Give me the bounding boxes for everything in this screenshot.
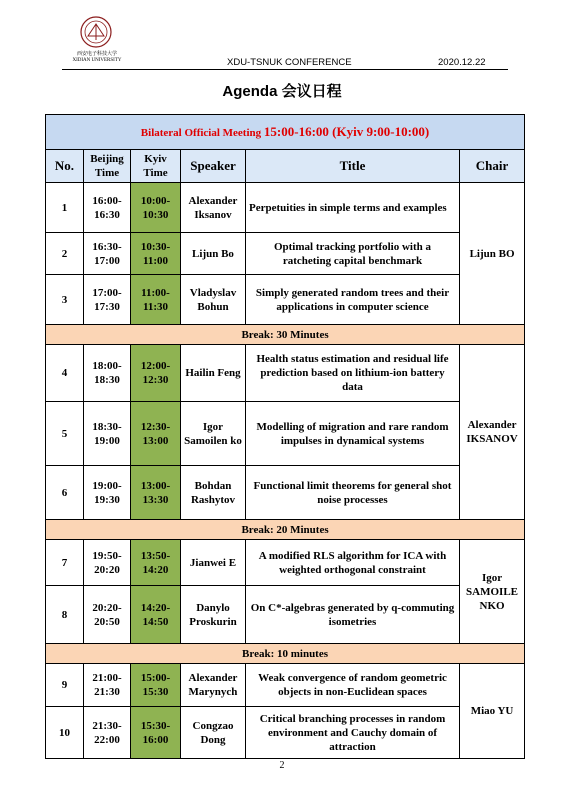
col-header-beijing: Beijing Time	[84, 150, 131, 183]
row-speaker: Bohdan Rashytov	[181, 466, 246, 520]
row-speaker: Alexander Marynych	[181, 664, 246, 707]
col-header-kyiv: Kyiv Time	[131, 150, 181, 183]
row-kyiv-time: 10:00- 10:30	[131, 183, 181, 233]
row-speaker: Danylo Proskurin	[181, 586, 246, 644]
conference-name: XDU-TSNUK CONFERENCE	[227, 57, 352, 68]
chair-cell: Miao YU	[460, 664, 525, 759]
row-no: 8	[46, 586, 84, 644]
break-row	[46, 325, 525, 345]
table-row	[46, 275, 525, 325]
header-divider	[62, 69, 508, 70]
chair-cell: Igor SAMOILE NKO	[460, 540, 525, 644]
row-title: Health status estimation and residual life prediction based on lithium-ion battery data	[246, 345, 460, 402]
row-kyiv-time: 12:00- 12:30	[131, 345, 181, 402]
row-no: 6	[46, 466, 84, 520]
row-beijing-time: 21:30- 22:00	[84, 707, 131, 759]
logo-text-cn: 西安电子科技大学	[76, 52, 117, 57]
table-row	[46, 586, 525, 644]
table-row	[46, 233, 525, 275]
row-kyiv-time: 11:00- 11:30	[131, 275, 181, 325]
row-kyiv-time: 12:30- 13:00	[131, 402, 181, 466]
row-title: A modified RLS algorithm for ICA with weighted orthogonal constraint	[246, 540, 460, 586]
row-beijing-time: 16:00- 16:30	[84, 183, 131, 233]
table-row	[46, 402, 525, 466]
chair-cell: Alexander IKSANOV	[460, 345, 525, 520]
logo-caption	[70, 52, 124, 64]
table-row	[46, 466, 525, 520]
column-header-row	[46, 150, 525, 183]
table-row	[46, 664, 525, 707]
row-speaker: Vladyslav Bohun	[181, 275, 246, 325]
row-title: Functional limit theorems for general shot noise processes	[246, 466, 460, 520]
row-title: Optimal tracking portfolio with a ratcheting capital benchmark	[246, 233, 460, 275]
break-row	[46, 644, 525, 664]
table-row	[46, 345, 525, 402]
break-label: Break: 30 Minutes	[46, 325, 525, 345]
row-title: Simply generated random trees and their applications in computer science	[246, 275, 460, 325]
row-title: Modelling of migration and rare random impulses in dynamical systems	[246, 402, 460, 466]
row-kyiv-time: 14:20- 14:50	[131, 586, 181, 644]
row-speaker: Igor Samoilen ko	[181, 402, 246, 466]
row-kyiv-time: 10:30- 11:00	[131, 233, 181, 275]
row-speaker: Jianwei E	[181, 540, 246, 586]
meeting-time: 15:00-16:00 (Kyiv 9:00-10:00)	[263, 123, 430, 139]
row-kyiv-time: 13:50- 14:20	[131, 540, 181, 586]
table-row	[46, 540, 525, 586]
row-no: 10	[46, 707, 84, 759]
row-beijing-time: 18:00- 18:30	[84, 345, 131, 402]
row-speaker: Congzao Dong	[181, 707, 246, 759]
conference-date: 2020.12.22	[438, 57, 486, 68]
row-no: 9	[46, 664, 84, 707]
row-no: 5	[46, 402, 84, 466]
row-kyiv-time: 15:30- 16:00	[131, 707, 181, 759]
col-header-no: No.	[46, 150, 84, 183]
row-beijing-time: 19:00- 19:30	[84, 466, 131, 520]
logo-text-en: XIDIAN UNIVERSITY	[72, 58, 122, 63]
break-label: Break: 20 Minutes	[46, 520, 525, 540]
row-title: On C*-algebras generated by q-commuting isometries	[246, 586, 460, 644]
row-beijing-time: 21:00- 21:30	[84, 664, 131, 707]
row-beijing-time: 16:30- 17:00	[84, 233, 131, 275]
meeting-cell	[46, 115, 525, 150]
page-title: Agenda 会议日程	[222, 83, 342, 100]
row-speaker: Lijun Bo	[181, 233, 246, 275]
row-title: Critical branching processes in random environment and Cauchy domain of attraction	[246, 707, 460, 759]
row-no: 3	[46, 275, 84, 325]
agenda-table	[45, 114, 525, 759]
row-no: 7	[46, 540, 84, 586]
row-kyiv-time: 15:00- 15:30	[131, 664, 181, 707]
col-header-chair: Chair	[460, 150, 525, 183]
row-speaker: Hailin Feng	[181, 345, 246, 402]
col-header-title: Title	[246, 150, 460, 183]
page-number: 2	[279, 760, 285, 771]
break-row	[46, 520, 525, 540]
meeting-name: Bilateral Official Meeting	[140, 126, 262, 139]
row-beijing-time: 19:50- 20:20	[84, 540, 131, 586]
row-beijing-time: 20:20- 20:50	[84, 586, 131, 644]
row-beijing-time: 18:30- 19:00	[84, 402, 131, 466]
table-row	[46, 707, 525, 759]
row-beijing-time: 17:00- 17:30	[84, 275, 131, 325]
row-title: Perpetuities in simple terms and examples	[246, 183, 460, 233]
break-label: Break: 10 minutes	[46, 644, 525, 664]
row-title: Weak convergence of random geometric objects in non-Euclidean spaces	[246, 664, 460, 707]
row-no: 1	[46, 183, 84, 233]
row-no: 4	[46, 345, 84, 402]
chair-cell: Lijun BO	[460, 183, 525, 325]
row-no: 2	[46, 233, 84, 275]
row-speaker: Alexander Iksanov	[181, 183, 246, 233]
col-header-speaker: Speaker	[181, 150, 246, 183]
row-kyiv-time: 13:00- 13:30	[131, 466, 181, 520]
table-row	[46, 183, 525, 233]
meeting-row	[46, 115, 525, 150]
